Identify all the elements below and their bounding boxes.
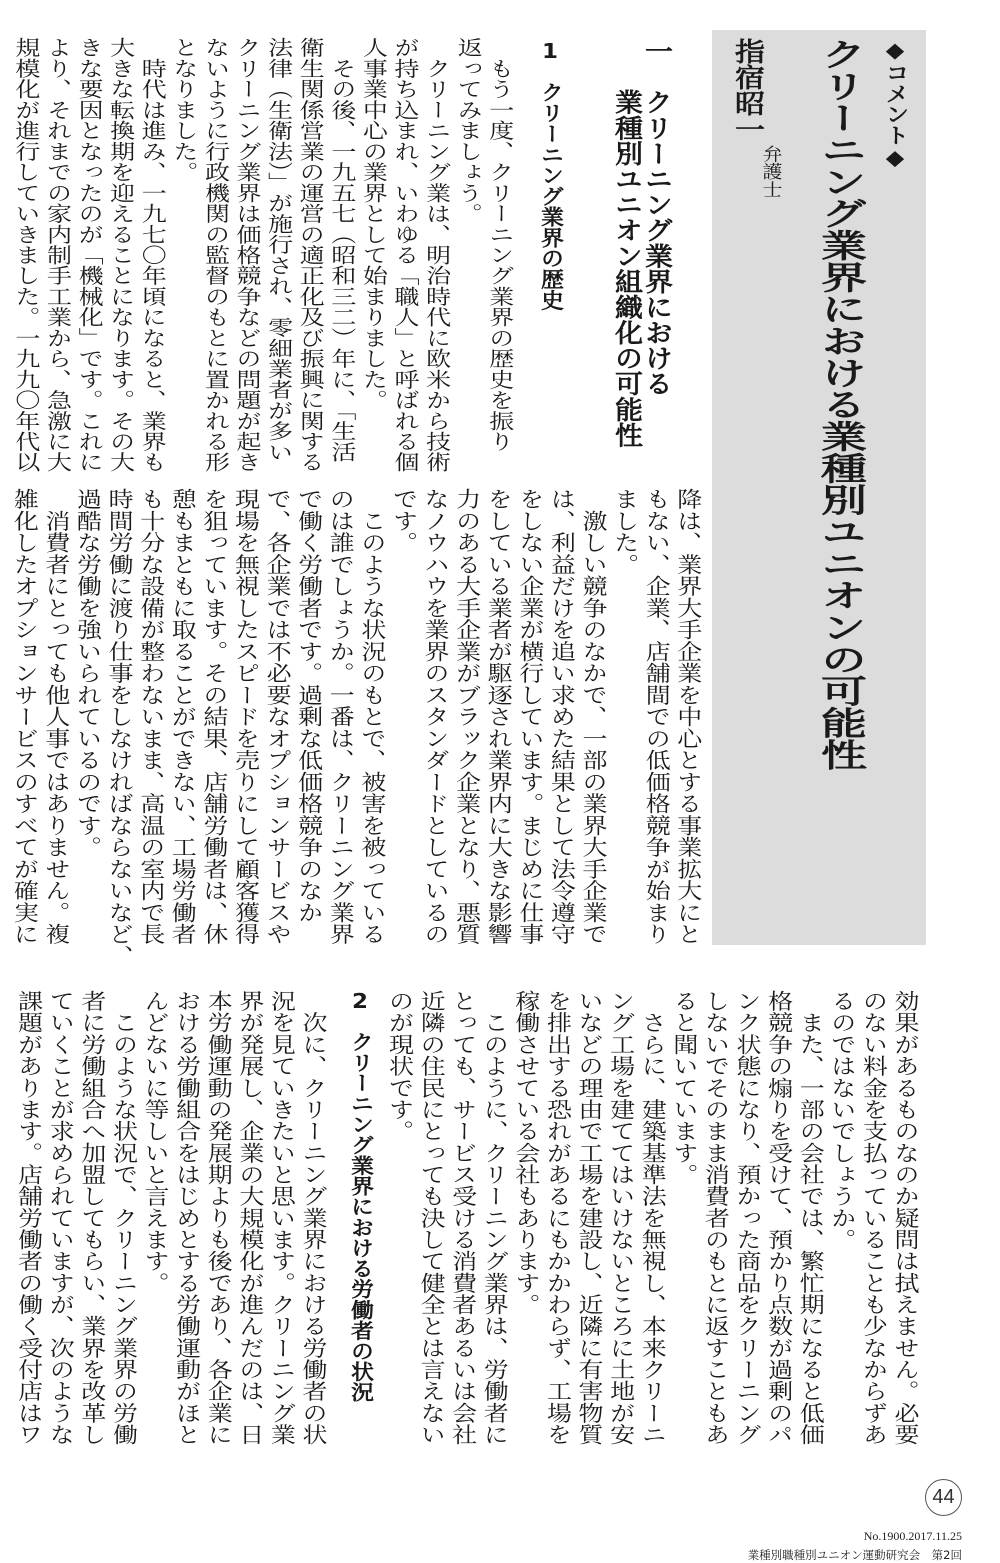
section-number: 1 [537,40,563,64]
body-line: 大きな転換期を迎えることになります。その大 [106,37,136,473]
body-lower-left-block [13,990,329,1445]
body-line: 況を見ていきたいと思います。クリーニング業 [267,990,297,1446]
body-line: んどないに等しいと言えます。 [141,990,171,1294]
author-role: 弁護士 [759,145,783,198]
body-line: しないでそのまま消費者のもとに返すこともあ [701,990,731,1446]
section-heading [535,40,565,310]
body-line: ると聞いています。 [669,990,699,1186]
body-line: 雑化したオプションサービスのすべてが確実に [10,488,40,945]
body-upper-block [10,37,516,472]
section-heading [345,990,375,1402]
series-title: 業種別職種別ユニオン運動研究会 第2回 [747,1548,962,1562]
body-line: を排出する恐れがあるにもかかわらず、工場を [543,990,573,1446]
body-line: をしない企業が横行しています。まじめに仕事 [515,488,545,945]
body-line: が持ち込まれ、いわゆる「職人」と呼ばれる個 [391,37,420,473]
body-line: もう一度、クリーニング業界の歴史を振り [485,57,515,452]
body-line: とっても、サービス受ける消費者あるいは会社 [448,990,478,1446]
chapter-heading-line [612,38,642,447]
section-title: クリーニング業界における労働者の状況 [347,1031,373,1403]
body-line: さらに、建築基準法を無視し、本来クリーニ [638,1011,668,1446]
body-line: このように、クリーニング業界は、労働者に [480,1011,510,1446]
body-line: 返ってみましょう。 [454,37,484,224]
body-line: クリーニング業界は価格競争などの問題が起き [233,37,263,473]
body-line: 効果があるものなのか疑問は拭えません。必要 [890,990,920,1446]
body-line: 課題があります。店舗労働者の働く受付店はワ [14,990,44,1446]
body-line: もない、企業、店舗間での低価格競争が始まり [642,488,672,945]
body-line: のない料金を支払っていることも少なからずあ [859,990,889,1446]
body-line: なノウハウを業界のスタンダードとしているの [421,488,451,945]
body-lower-right-block [384,990,921,1445]
issue-info: No.1900.2017.11.25 [863,1529,962,1543]
body-line: を狙っています。その結果、店舗労働者は、休 [199,488,229,945]
body-line: 過酷な労働を強いられているのです。 [73,488,103,858]
chapter-title-line: クリーニング業界における [641,89,674,397]
chapter-number: 一 [641,38,674,64]
body-line: で働く労働者です。過剰な低価格競争のなか [294,488,324,923]
body-line: 稼働させている会社もあります。 [511,990,541,1316]
body-line: いなどの理由で工場を建設し、近隣に有害物質 [575,990,605,1446]
body-line: 人事業中心の業界として始まりました。 [359,37,389,411]
body-line: その後、一九五七（昭和三二）年に、「生活 [327,57,357,462]
body-line: 時代は進み、一九七〇年頃になると、業界も [138,57,168,473]
body-line: です。 [389,488,419,554]
body-line: るのではないでしょうか。 [827,990,857,1251]
body-line: 時間労働に渡り仕事をしなければならないなど、 [105,488,135,967]
body-line: 現場を無視したスピードを売りにして顧客獲得 [231,488,261,945]
body-line: より、それまでの家内制手工業から、急激に大 [43,37,73,473]
body-line: で、各企業では不必要なオプションサービスや [263,488,293,945]
body-line: このような状況のもとで、被害を被っている [357,509,387,945]
chapter-heading-line [642,38,672,447]
chapter-heading [612,38,672,447]
article-label: ◆コメント◆ [881,38,909,170]
body-line: 衛生関係営業の運営の適正化及び振興に関する [296,37,326,473]
body-line: おける労働組合をはじめとする労働運動がほと [172,990,202,1446]
body-middle-block [9,488,704,967]
body-line: となりました。 [169,37,199,183]
page-number: 44 [925,1479,962,1516]
body-line: のが現状です。 [385,990,415,1142]
body-line: 降は、業界大手企業を中心とする事業拡大にと [673,488,703,945]
body-line: 格競争の煽りを受けて、預かり点数が過剰のパ [764,990,794,1446]
body-line: また、一部の会社では、繁忙期になると低価 [796,1011,826,1446]
body-line: 本労働運動の発展期よりも後であり、各企業に [204,990,234,1446]
body-line: 者に労働組合へ加盟してもらい、業界を改革し [77,990,107,1446]
author-name: 指宿昭一 [729,38,764,143]
body-line: ていくことが求められていますが、次のような [46,990,76,1446]
body-line: 力のある大手企業がブラック企業となり、悪質 [452,488,482,945]
body-line: 消費者にとっても他人事ではありません。複 [41,509,71,945]
body-line: このような状況で、クリーニング業界の労働 [109,1011,139,1446]
body-line: きな要因となったのが「機械化」です。これに [75,37,105,473]
body-line: ング工場を建ててはいけないところに土地が安 [606,990,636,1446]
body-line: 規模化が進行していきました。一九九〇年代以 [11,37,41,473]
chapter-title-line: 業種別ユニオン組織化の可能性 [611,89,644,448]
body-line: 近隣の住民にとっても決して健全とは言えない [417,990,447,1446]
body-line: も十分な設備が整わないまま、高温の室内で長 [136,488,166,945]
section-title: クリーニング業界の歴史 [537,81,563,311]
body-line: は、利益だけを追い求めた結果として法令遵守 [547,488,577,945]
body-line: のは誰でしょうか。一番は、クリーニング業界 [326,488,356,945]
body-line: 法律（生衛法）」が施行され、零細業者が多い [264,37,294,462]
body-line: 憩もまともに取ることができない、工場労働者 [168,488,198,945]
body-line: ないように行政機関の監督のもとに置かれる形 [201,37,231,473]
body-line: をしている業者が駆逐され業界内に大きな影響 [484,488,514,945]
body-line: ました。 [610,488,640,575]
body-line: ンク状態になり、預かった商品をクリーニング [733,990,763,1446]
body-line: 次に、クリーニング業界における労働者の状 [299,1011,328,1446]
body-line: 界が発展し、企業の大規模化が進んだのは、日 [235,990,265,1446]
section-number: 2 [347,990,373,1014]
article-title: クリーニング業界における業種別ユニオンの可能性 [814,38,868,771]
body-line: 激しい競争のなかで、一部の業界大手企業で [579,509,608,945]
body-line: クリーニング業は、明治時代に欧米から技術 [422,57,452,473]
